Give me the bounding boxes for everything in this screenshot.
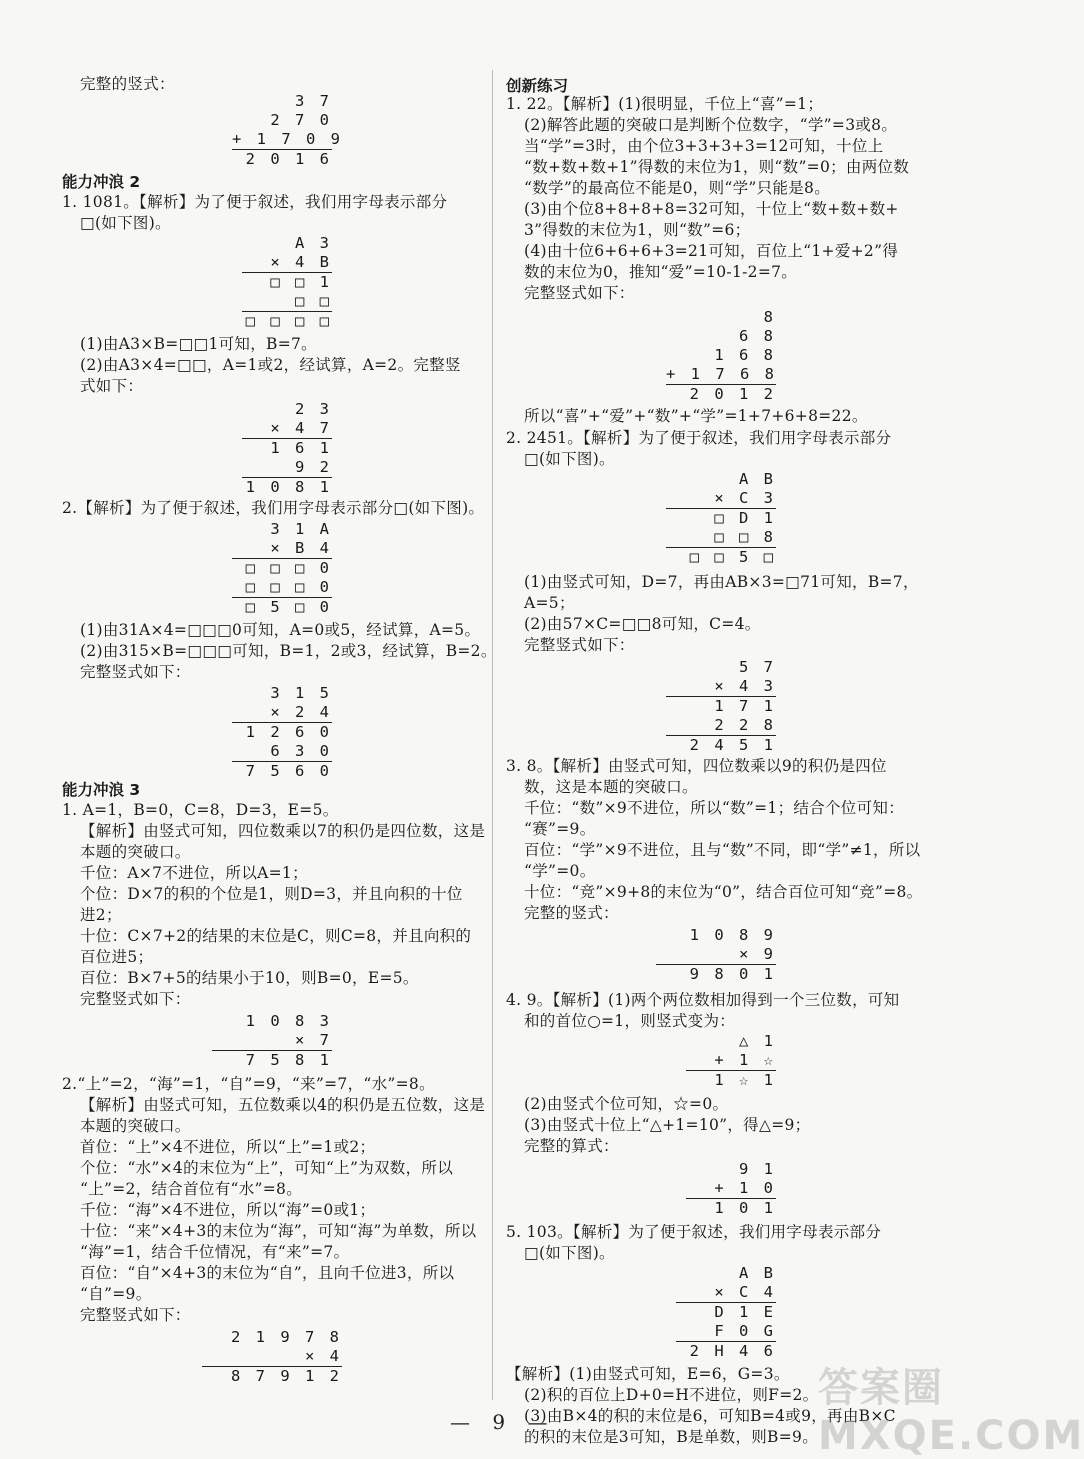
text-line: (3)由竖式十位上“△+1=10”，得△=9； xyxy=(524,1116,811,1134)
text-line: 本题的突破口。 xyxy=(80,1117,191,1135)
text-line: (2)由A3×4=□□，A=1或2，经试算，A=2。完整竖 xyxy=(80,356,461,374)
text-line: 数的末位为0，推知“爱”=10-1-2=7。 xyxy=(524,263,798,281)
vertical-arithmetic: △ 1 + 1 ☆ 1 ☆ 1 xyxy=(686,1032,776,1090)
text-line: (2)由竖式个位可知，☆=0。 xyxy=(524,1095,729,1113)
text-line: (1)由A3×B=□□1可知，B=7。 xyxy=(80,335,317,353)
text-line: 十位：“来”×4+3的末位为“海”，可知“海”为单数，所以 xyxy=(80,1222,477,1240)
text-line: 【解析】由竖式可知，五位数乘以4的积仍是五位数，这是 xyxy=(80,1096,486,1114)
text-line: 首位：“上”×4不进位，所以“上”=1或2； xyxy=(80,1138,376,1156)
text-line: □(如下图)。 xyxy=(524,450,615,468)
text-line: 完整竖式如下： xyxy=(80,990,191,1008)
text-line: □(如下图)。 xyxy=(80,214,171,232)
section-heading: 能力冲浪 2 xyxy=(62,173,141,191)
vertical-arithmetic: A B × C 4 D 1 E F 0 G 2 H 4 6 xyxy=(676,1264,776,1361)
section-heading: 能力冲浪 3 xyxy=(62,781,141,799)
text-line: “上”=2，结合首位有“水”=8。 xyxy=(80,1180,302,1198)
text-line: 百位：“学”×9不进位，且与“数”不同，即“学”≠1，所以 xyxy=(524,841,921,859)
vertical-arithmetic: 1 0 8 3 × 7 7 5 8 1 xyxy=(212,1012,332,1070)
text-line: 【解析】(1)由竖式可知，E=6，G=3。 xyxy=(506,1365,790,1383)
text-line: 十位：“竞”×9+8的末位为“0”，结合百位可知“竞”=8。 xyxy=(524,883,923,901)
text-line: 进2； xyxy=(80,906,122,924)
vertical-arithmetic: A B × C 3 □ D 1 □ □ 8 □ □ 5 □ xyxy=(666,470,776,567)
vertical-arithmetic: 9 1 + 1 0 1 0 1 xyxy=(686,1160,776,1218)
text-line: 完整的算式： xyxy=(524,1137,619,1155)
watermark-text: 答案圈 MXQE.COM xyxy=(818,1365,1084,1459)
text-line: “学”=0。 xyxy=(524,862,596,880)
text-line: 完整竖式如下： xyxy=(524,636,635,654)
text-line: (2)由57×C=□□8可知，C=4。 xyxy=(524,615,761,633)
vertical-arithmetic: 3 1 5 × 2 4 1 2 6 0 6 3 0 7 5 6 0 xyxy=(232,684,332,781)
page-number: — 9 — xyxy=(450,1410,556,1434)
vertical-arithmetic: 3 1 A × B 4 □ □ □ 0 □ □ □ 0 □ 5 □ 0 xyxy=(232,520,332,617)
text-line: 完整的竖式： xyxy=(80,75,175,93)
text-line: 个位：D×7的积的个位是1，则D=3，并且向积的十位 xyxy=(80,885,463,903)
vertical-arithmetic: 8 6 8 1 6 8 + 1 7 6 8 2 0 1 2 xyxy=(666,308,777,403)
text-line: 完整竖式如下： xyxy=(524,284,635,302)
text-line: 本题的突破口。 xyxy=(80,843,191,861)
text-line: 百位进5； xyxy=(80,948,154,966)
text-line: 完整竖式如下： xyxy=(80,663,191,681)
text-line: 的积的末位是3可知，B是单数，则B=9。 xyxy=(524,1428,818,1446)
text-line: 3”得数的末位为1，则“数”=6； xyxy=(524,221,751,239)
text-line: “数+数+数+1”得数的末位为1，则“数”=0；由两位数 xyxy=(524,158,910,176)
text-line: (4)由十位6+6+6+3=21可知，百位上“1+爱+2”得 xyxy=(524,242,899,260)
text-line: 【解析】由竖式可知，四位数乘以7的积仍是四位数，这是 xyxy=(80,822,486,840)
text-line: “自”=9。 xyxy=(80,1285,152,1303)
text-line: (2)由315×B=□□□可知，B=1，2或3，经试算，B=2。 xyxy=(80,642,497,660)
text-line: (1)由竖式可知，D=7，再由AB×3=□71可知，B=7， xyxy=(524,573,919,591)
text-line: (2)解答此题的突破口是判断个位数字，“学”=3或8。 xyxy=(524,116,898,134)
text-line: (3)由个位8+8+8+8=32可知，十位上“数+数+数+ xyxy=(524,200,899,218)
text-line: (1)由31A×4=□□□0可知，A=0或5，经试算，A=5。 xyxy=(80,621,481,639)
text-line: 千位：“数”×9不进位，所以“数”=1；结合个位可知： xyxy=(524,799,904,817)
text-line: A=5； xyxy=(524,594,575,612)
vertical-arithmetic: 2 1 9 7 8 × 4 8 7 9 1 2 xyxy=(202,1328,342,1386)
text-line: 千位：“海”×4不进位，所以“海”=0或1； xyxy=(80,1201,376,1219)
text-line: 数，这是本题的突破口。 xyxy=(524,778,698,796)
text-line: 2. 2451。【解析】为了便于叙述，我们用字母表示部分 xyxy=(506,429,892,447)
text-line: 完整竖式如下： xyxy=(80,1306,191,1324)
section-heading: 创新练习 xyxy=(506,77,569,95)
vertical-arithmetic: 2 3 × 4 7 1 6 1 9 2 1 0 8 1 xyxy=(242,400,332,497)
text-line: 4. 9。【解析】(1)两个两位数相加得到一个三位数，可知 xyxy=(506,991,900,1009)
vertical-arithmetic: 3 7 2 7 0 + 1 7 0 9 2 0 1 6 xyxy=(232,92,343,168)
text-line: “数学”的最高位不能是0，则“学”只能是8。 xyxy=(524,179,831,197)
text-line: 千位：A×7不进位，所以A=1； xyxy=(80,864,308,882)
text-line: (2)积的百位上D+0=H不进位，则F=2。 xyxy=(524,1386,819,1404)
text-line: 1. 22。【解析】(1)很明显，千位上“喜”=1； xyxy=(506,95,824,113)
text-line: 十位：C×7+2的结果的末位是C，则C=8，并且向积的 xyxy=(80,927,472,945)
text-line: 个位：“水”×4的末位为“上”，可知“上”为双数，所以 xyxy=(80,1159,453,1177)
text-line: 完整的竖式： xyxy=(524,904,619,922)
text-line: 3. 8。【解析】由竖式可知，四位数乘以9的积仍是四位 xyxy=(506,757,887,775)
text-line: “海”=1，结合千位情况，有“来”=7。 xyxy=(80,1243,350,1261)
text-line: 1. A=1，B=0，C=8，D=3，E=5。 xyxy=(62,801,339,819)
text-line: 5. 103。【解析】为了便于叙述，我们用字母表示部分 xyxy=(506,1223,882,1241)
text-line: 当“学”=3时，由个位3+3+3+3=12可知，十位上 xyxy=(524,137,884,155)
text-line: “赛”=9。 xyxy=(524,820,596,838)
text-line: (3)由B×4的积的末位是6，可知B=4或9，再由B×C xyxy=(524,1407,896,1425)
text-line: 1. 1081。【解析】为了便于叙述，我们用字母表示部分 xyxy=(62,193,448,211)
text-line: 所以“喜”+“爱”+“数”+“学”=1+7+6+8=22。 xyxy=(524,407,868,425)
vertical-arithmetic: 5 7 × 4 3 1 7 1 2 2 8 2 4 5 1 xyxy=(666,658,776,755)
text-line: 百位：B×7+5的结果小于10，则B=0，E=5。 xyxy=(80,969,419,987)
text-line: 和的首位○=1，则竖式变为： xyxy=(524,1012,736,1030)
text-line: □(如下图)。 xyxy=(524,1244,615,1262)
text-line: 2.“上”=2，“海”=1，“自”=9，“来”=7，“水”=8。 xyxy=(62,1075,435,1093)
vertical-arithmetic: A 3 × 4 B □ □ 1 □ □ □ □ □ □ xyxy=(242,234,332,331)
vertical-arithmetic: 1 0 8 9 × 9 9 8 0 1 xyxy=(656,926,776,984)
text-line: 百位：“自”×4+3的末位为“自”，且向千位进3，所以 xyxy=(80,1264,455,1282)
watermark-logo xyxy=(818,1356,1084,1459)
text-line: 式如下： xyxy=(80,377,144,395)
text-line: 2.【解析】为了便于叙述，我们用字母表示部分□(如下图)。 xyxy=(62,499,485,517)
column-divider xyxy=(492,70,493,1400)
